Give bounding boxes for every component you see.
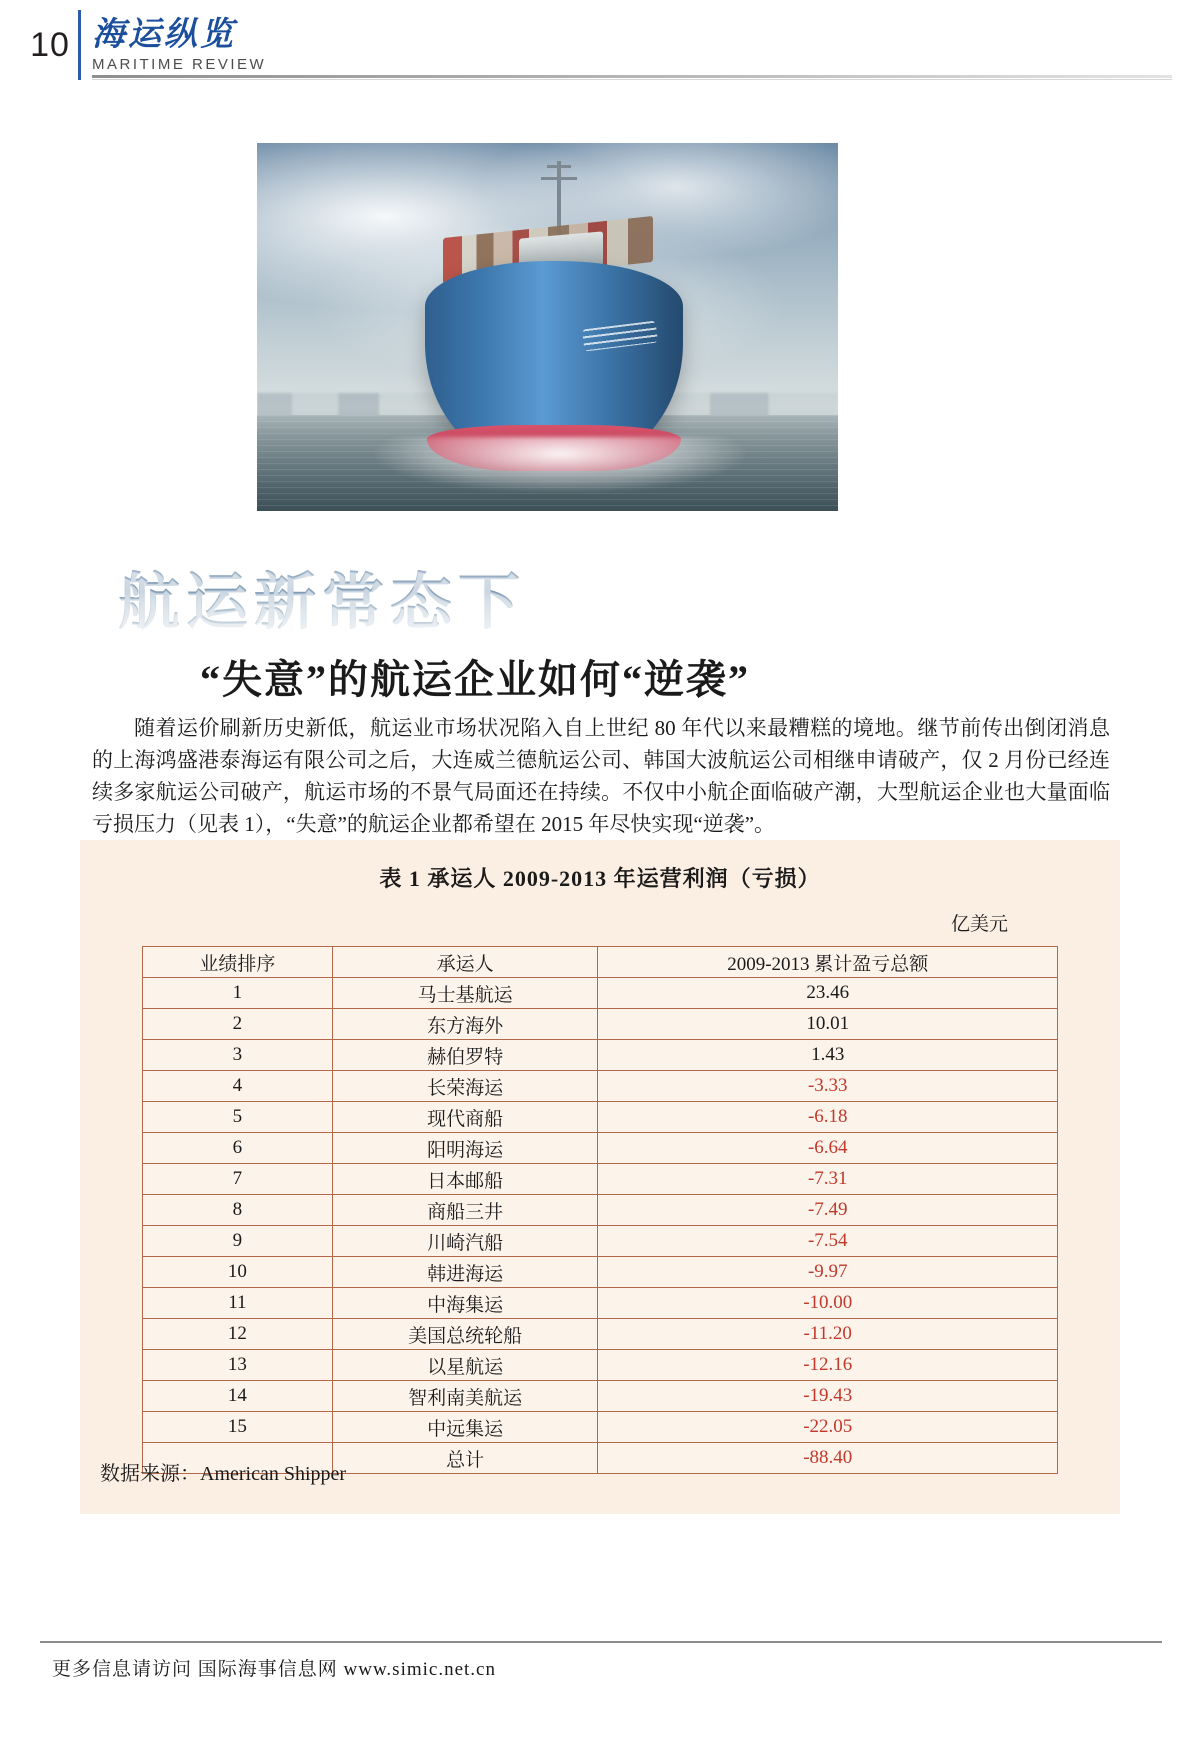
cell-rank: 8	[143, 1195, 333, 1226]
table-block	[80, 840, 1120, 1514]
cell-carrier: 赫伯罗特	[332, 1040, 598, 1071]
page-left-margin-block	[40, 1386, 80, 1514]
cell-carrier: 马士基航运	[332, 978, 598, 1009]
cell-total: -9.97	[598, 1257, 1058, 1288]
cell-carrier: 中远集运	[332, 1412, 598, 1443]
ship-mast-arm	[541, 177, 577, 180]
cell-total: -10.00	[598, 1288, 1058, 1319]
cell-rank: 1	[143, 978, 333, 1009]
cell-carrier: 川崎汽船	[332, 1226, 598, 1257]
cell-total: -7.54	[598, 1226, 1058, 1257]
cell-carrier: 现代商船	[332, 1102, 598, 1133]
cell-carrier: 长荣海运	[332, 1071, 598, 1102]
cell-rank: 10	[143, 1257, 333, 1288]
cell-carrier: 阳明海运	[332, 1133, 598, 1164]
cell-total: 23.46	[598, 978, 1058, 1009]
table-row	[143, 978, 1058, 1009]
table-row	[143, 1319, 1058, 1350]
table-unit-label: 亿美元	[950, 914, 1008, 935]
table-row	[143, 1381, 1058, 1412]
cell-total: -6.18	[598, 1102, 1058, 1133]
table-caption: 表 1 承运人 2009-2013 年运营利润（亏损）	[379, 866, 821, 891]
cell-rank: 13	[143, 1350, 333, 1381]
article-title-sub: “失意”的航运企业如何“逆袭”	[200, 657, 750, 702]
cell-total: -7.31	[598, 1164, 1058, 1195]
table-row	[143, 1226, 1058, 1257]
cell-rank: 9	[143, 1226, 333, 1257]
table-row	[143, 1102, 1058, 1133]
cell-total: -19.43	[598, 1381, 1058, 1412]
footer-text: 更多信息请访问 国际海事信息网 www.simic.net.cn	[52, 1659, 496, 1680]
bow-wave	[375, 437, 745, 493]
cell-carrier: 总计	[332, 1443, 598, 1474]
hero-image	[257, 143, 838, 511]
cell-rank: 12	[143, 1319, 333, 1350]
cell-total: -11.20	[598, 1319, 1058, 1350]
cell-total: -22.05	[598, 1412, 1058, 1443]
footer-divider	[40, 1641, 1162, 1643]
table-row	[143, 1257, 1058, 1288]
cell-rank: 2	[143, 1009, 333, 1040]
article-lede: 随着运价刷新历史新低，航运业市场状况陷入自上世纪 80 年代以来最糟糕的境地。继节前传出倒闭消息的上海鸿盛港泰海运有限公司之后，大连威兰德航运公司、韩国大波航运公司相继申请破产，仅 2 月份已经连续多家航运公司破产，航运市场的不景气局面还在持续。不仅中小航企面临破产潮，大型航运企业也大量面临亏损压力（见表 1），“失意”的航运企业都希望在 2015 年尽快实现“逆袭”。	[92, 716, 1110, 836]
table-row	[143, 1133, 1058, 1164]
cell-total: -3.33	[598, 1071, 1058, 1102]
cell-carrier: 智利南美航运	[332, 1381, 598, 1412]
page-number-box	[22, 10, 81, 80]
table-row	[143, 1412, 1058, 1443]
page-number: 10	[30, 25, 70, 64]
table-row	[143, 1164, 1058, 1195]
cell-carrier: 日本邮船	[332, 1164, 598, 1195]
cell-rank: 15	[143, 1412, 333, 1443]
cell-carrier: 中海集运	[332, 1288, 598, 1319]
cell-rank: 5	[143, 1102, 333, 1133]
article-title-main: 航运新常态下	[118, 552, 818, 641]
hull-stripes	[582, 321, 658, 352]
masthead-title-en: MARITIME REVIEW	[92, 56, 267, 73]
table-header-row	[143, 947, 1058, 978]
cell-carrier: 商船三井	[332, 1195, 598, 1226]
cell-total: -7.49	[598, 1195, 1058, 1226]
masthead	[92, 16, 292, 73]
cell-rank: 11	[143, 1288, 333, 1319]
table-row	[143, 1350, 1058, 1381]
cell-rank: 14	[143, 1381, 333, 1412]
page-header	[0, 0, 1200, 100]
cell-carrier: 以星航运	[332, 1350, 598, 1381]
table-row	[143, 1009, 1058, 1040]
column-header-carrier: 承运人	[332, 947, 598, 978]
cell-total: -12.16	[598, 1350, 1058, 1381]
masthead-title-cn: 海运纵览	[92, 17, 236, 53]
cell-rank: 7	[143, 1164, 333, 1195]
cell-carrier: 韩进海运	[332, 1257, 598, 1288]
cell-total: -88.40	[598, 1443, 1058, 1474]
table-row	[143, 1071, 1058, 1102]
table-row	[143, 1195, 1058, 1226]
header-divider	[92, 75, 1172, 78]
column-header-total: 2009-2013 累计盈亏总额	[598, 947, 1058, 978]
cell-total: -6.64	[598, 1133, 1058, 1164]
carrier-profit-table	[142, 946, 1058, 1474]
cell-total: 1.43	[598, 1040, 1058, 1071]
table-source: 数据来源：American Shipper	[100, 1463, 347, 1485]
table-row	[143, 1288, 1058, 1319]
cell-rank: 4	[143, 1071, 333, 1102]
cell-rank: 6	[143, 1133, 333, 1164]
ship-mast-arm-upper	[547, 165, 571, 168]
cell-carrier: 美国总统轮船	[332, 1319, 598, 1350]
cell-carrier: 东方海外	[332, 1009, 598, 1040]
table-row	[143, 1040, 1058, 1071]
cell-total: 10.01	[598, 1009, 1058, 1040]
cell-rank: 3	[143, 1040, 333, 1071]
column-header-rank: 业绩排序	[143, 947, 333, 978]
header-divider-thin	[92, 79, 1172, 80]
